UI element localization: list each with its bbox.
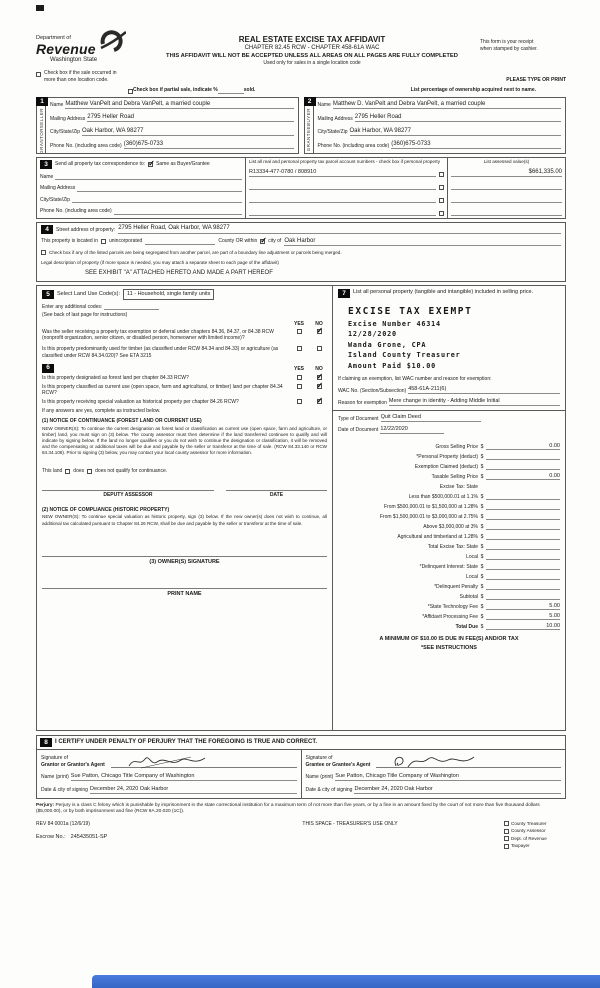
- affidavit-processing-fee-field[interactable]: [486, 613, 560, 620]
- question-forest-land: Is this property designated as forest land per chapter 84.33 RCW?: [42, 375, 189, 382]
- deferral-yes-checkbox[interactable]: [297, 329, 302, 334]
- grantee-agent-label: Grantee or Grantee's Agent: [305, 761, 371, 768]
- treasurer-space-label: THIS SPACE - TREASURER'S USE ONLY: [302, 820, 398, 827]
- taxable-selling-price-field[interactable]: [486, 473, 560, 480]
- rate-1-5m-to-3m-field[interactable]: [486, 519, 560, 520]
- parties-row: [36, 97, 566, 154]
- owners-signature-field[interactable]: [42, 547, 327, 557]
- row-agricultural-timberland: [338, 530, 560, 540]
- seller-side-strip: [37, 98, 46, 153]
- dollar-sign: $: [480, 603, 484, 610]
- legal-description-value: SEE EXHIBIT "A" ATTACHED HERETO AND MADE A PART HEREOF: [85, 269, 273, 276]
- money-label: From $500,000.01 to $1,500,000 at 1.28%: [384, 503, 478, 510]
- copy-county-treasurer-checkbox[interactable]: [504, 821, 509, 826]
- total-due-field[interactable]: [486, 623, 560, 630]
- personal-property-intro: List all personal property (tangible and intangible) included in selling price.: [353, 289, 534, 295]
- form-footer: [36, 821, 566, 851]
- buyer-address-field[interactable]: 2795 Heller Road: [355, 114, 561, 122]
- does-label: does: [73, 467, 85, 474]
- money-label: Total Due: [455, 623, 478, 630]
- print-name-block: [42, 579, 327, 597]
- current-use-yes-checkbox[interactable]: [297, 384, 302, 389]
- money-value: 10.00: [546, 622, 560, 629]
- grantor-agent-label: Grantor or Grantor's Agent: [41, 761, 105, 768]
- row-delinquent-interest-state: [338, 560, 560, 570]
- section-3-correspondence: [36, 157, 566, 219]
- section-7-personal-property: [333, 286, 565, 730]
- money-label: From $1,500,000.01 to $3,000,000 at 2.75%: [379, 513, 478, 520]
- money-label: Total Excise Tax: State: [427, 543, 478, 550]
- money-label: Above $3,000,000 at 3%: [423, 523, 478, 530]
- row-delinquent-interest-local: [338, 570, 560, 580]
- segregated-checkbox[interactable]: [41, 250, 46, 255]
- grantor-signature-block: [37, 750, 301, 798]
- dollar-sign: $: [480, 623, 484, 630]
- subtotal-field[interactable]: [486, 599, 560, 600]
- this-land-label: This land: [42, 467, 63, 474]
- form-title: REAL ESTATE EXCISE TAX AFFIDAVIT: [238, 35, 386, 44]
- send-correspondence-label: Send all property tax correspondence to:: [55, 160, 146, 167]
- notice-continuance-body: NEW OWNER(S): To continue the current designation as forest land or classification as current use (open space, farm and agriculture, or timber) land, you must sign on (3) below. The county assessor must then determine if the land transferred continues to qualify and will indicate by signing below. If the land no longer qualifies or you do not wish to continue the designation or classification, it will be removed and the compensating or additional taxes will be due and payable by the seller or transferor at the time of sale. (RCW 84.33.140 or RCW 84.34.108). Prior to signing (3) below, you may contact your local county assessor for more information.: [42, 425, 327, 455]
- buyer-phone-field[interactable]: (360)675-0733: [391, 141, 561, 149]
- section-1-seller: [36, 97, 299, 154]
- see-instructions-note: *SEE INSTRUCTIONS: [421, 644, 477, 651]
- dollar-sign: $: [480, 493, 484, 500]
- excise-local-field[interactable]: [486, 559, 560, 560]
- seller-address-label: Mailing Address: [50, 115, 86, 122]
- corr-phone-label: Phone No. (including area code): [40, 208, 112, 214]
- print-name-field[interactable]: [42, 579, 327, 589]
- grantee-signature-block: [301, 750, 566, 798]
- deputy-date-label: DATE: [269, 492, 284, 499]
- middle-two-columns: [36, 285, 566, 731]
- grantor-date-city-label: Date & city of signing: [41, 787, 88, 794]
- notice-compliance-title: (2) NOTICE OF COMPLIANCE (HISTORIC PROPERTY): [42, 506, 170, 513]
- corr-name-label: Name: [40, 173, 54, 180]
- land-use-code-value[interactable]: 11 - Household, single family units: [123, 289, 214, 300]
- deputy-assessor-label: DEPUTY ASSESSOR: [103, 492, 153, 499]
- agricultural-timberland-field[interactable]: [486, 539, 560, 540]
- does-not-label: does not qualify for continuance.: [95, 467, 168, 474]
- document-date-field[interactable]: 12/22/2020: [380, 426, 444, 434]
- row-delinquent-penalty: [338, 580, 560, 590]
- money-label: Agricultural and timberland at 1.28%: [397, 533, 478, 540]
- section-2-buyer: [304, 97, 567, 154]
- money-label: Exemption Claimed (deduct): [414, 463, 478, 470]
- dor-swoosh-icon: [100, 30, 126, 57]
- dollar-sign: $: [480, 453, 484, 460]
- dollar-sign: $: [480, 613, 484, 620]
- current-use-no-checkbox[interactable]: [317, 384, 322, 389]
- money-value: 0.00: [549, 472, 560, 479]
- row-exemption-claimed: [338, 460, 560, 470]
- section-6-badge: 6: [42, 364, 54, 373]
- row-affidavit-processing-fee: [338, 610, 560, 620]
- grantee-name-print-label: Name (print): [305, 774, 334, 781]
- buyer-side-label-1: BUYER: [306, 107, 311, 126]
- parcel-number-field-4[interactable]: [249, 215, 436, 216]
- money-label: Local: [466, 573, 478, 580]
- assessed-value-header: List assessed value(s): [483, 158, 530, 164]
- seller-name-field[interactable]: Matthew VanPelt and Debra VanPelt, a married couple: [65, 101, 293, 109]
- question-historic: Is this property receiving special valuation as historical property per chapter 84.26 RCW?: [42, 399, 239, 406]
- money-label: *Affidavit Processing Fee: [422, 613, 478, 620]
- money-label: Less than $500,000.01 at 1.1%: [408, 493, 478, 500]
- money-label: *Personal Property (deduct): [416, 453, 478, 460]
- doc-type-label: Type of Document: [338, 415, 379, 422]
- partial-sale-checkbox[interactable]: [128, 89, 133, 94]
- s5-yes-header: YES: [293, 320, 304, 327]
- row-total-due: [338, 620, 560, 630]
- section-3-badge: 3: [40, 160, 52, 169]
- section-7-badge: 7: [338, 289, 350, 298]
- buyer-csz-field[interactable]: Oak Harbor, WA 98277: [350, 128, 561, 136]
- grantee-date-city-label: Date & city of signing: [305, 787, 353, 794]
- multi-location-text-2: more than one location code.: [44, 76, 109, 83]
- parcel-number-field-1[interactable]: R13334-477-0780 / 808910: [249, 169, 436, 177]
- dor-logo: [36, 30, 144, 63]
- grantee-printed-name-field[interactable]: Sue Patton, Chicago Title Company of Washington: [335, 773, 561, 781]
- partial-sale-row: [36, 87, 566, 94]
- parcel-personal-property-checkbox-4[interactable]: [439, 211, 444, 216]
- seller-phone-field[interactable]: (360)675-0733: [124, 141, 294, 149]
- logo-washington-state: Washington State: [50, 57, 98, 63]
- dollar-sign: $: [480, 523, 484, 530]
- form-notice: THIS AFFIDAVIT WILL NOT BE ACCEPTED UNLESS ALL AREAS ON ALL PAGES ARE FULLY COMPLETED: [166, 53, 458, 59]
- question-current-use: Is this property classified as current use (open space, farm and agricultural, or timber) land per chapter 84.34 RCW?: [42, 383, 283, 397]
- buyer-side-label-2: GRANTEE: [306, 125, 311, 151]
- excise-tax-table: [338, 440, 560, 630]
- dollar-sign: $: [480, 563, 484, 570]
- money-label: *State Technology Fee: [427, 603, 478, 610]
- timber-yes-checkbox[interactable]: [297, 346, 302, 351]
- stamp-exempt-title: EXCISE TAX EXEMPT: [348, 306, 473, 317]
- form-header: [36, 30, 566, 66]
- county-field[interactable]: [145, 239, 215, 245]
- city-field[interactable]: Oak Harbor: [284, 238, 561, 246]
- copy-county-assessor-label: County Assessor: [511, 828, 546, 834]
- grantee-date-city-field[interactable]: December 24, 2020 Oak Harbor: [354, 786, 561, 794]
- seller-side-label-1: SELLER: [38, 107, 44, 128]
- logo-department-of: Department of: [36, 35, 71, 41]
- perjury-paragraph: [36, 803, 566, 816]
- reet-affidavit-form: [36, 30, 566, 851]
- corr-phone-field[interactable]: [114, 214, 242, 215]
- seller-phone-label: Phone No. (including area code): [50, 142, 122, 149]
- scan-artifact-mark: [36, 5, 44, 11]
- seller-csz-field[interactable]: Oak Harbor, WA 98277: [82, 128, 293, 136]
- receipt-line-2: when stamped by cashier.: [480, 45, 538, 52]
- dollar-sign: $: [480, 573, 484, 580]
- stamp-date: 12/28/2020: [348, 330, 397, 339]
- corr-address-label: Mailing Address: [40, 185, 76, 191]
- left-column: [37, 286, 333, 730]
- dollar-sign: $: [480, 463, 484, 470]
- receipt-line-1: This form is your receipt: [480, 39, 534, 45]
- stamp-treasurer-name: Wanda Grone, CPA: [348, 340, 427, 349]
- historic-yes-checkbox[interactable]: [297, 399, 302, 404]
- grantee-signature-ink: [386, 754, 478, 770]
- single-location-note: Used only for sales in a single location code: [263, 60, 361, 66]
- row-state-technology-fee: [338, 600, 560, 610]
- grantee-signature-field[interactable]: [376, 753, 562, 768]
- section-8-certification: [36, 735, 566, 799]
- state-technology-fee-field[interactable]: [486, 603, 560, 610]
- delinquent-interest-local-field[interactable]: [486, 579, 560, 580]
- section-7-divider: [333, 410, 565, 411]
- corr-name-field[interactable]: [55, 179, 242, 180]
- grantor-name-print-label: Name (print): [41, 774, 69, 781]
- corr-csz-field[interactable]: [72, 202, 242, 203]
- row-total-excise-state: [338, 540, 560, 550]
- stamp-amount-paid: Amount Paid $10.00: [348, 361, 437, 370]
- deputy-assessor-row: [42, 483, 327, 499]
- additional-codes-label: Enter any additional codes:: [42, 303, 103, 310]
- rate-under-500k-field[interactable]: [486, 499, 560, 500]
- escrow-number: 245435051-SP: [70, 834, 108, 841]
- title-block: [144, 30, 480, 66]
- copy-taxpayer-label: Taxpayer: [511, 843, 530, 849]
- notice-continuance-title: (1) NOTICE OF CONTINUANCE (FOREST LAND OR CURRENT USE): [42, 418, 202, 425]
- forest-yes-checkbox[interactable]: [297, 375, 302, 380]
- corr-address-field[interactable]: [77, 191, 242, 192]
- copy-dept-revenue-checkbox[interactable]: [504, 836, 509, 841]
- ownership-percentage-note: List percentage of ownership acquired next to name.: [410, 87, 536, 93]
- row-rate-1-5m-to-3m: [338, 510, 560, 520]
- land-does-checkbox[interactable]: [65, 469, 70, 474]
- historic-no-checkbox[interactable]: [317, 399, 322, 404]
- s6-yes-header: YES: [293, 365, 304, 372]
- money-label: Taxable Selling Price: [431, 473, 478, 480]
- row-rate-above-3m: [338, 520, 560, 530]
- escrow-label: Escrow No.:: [36, 834, 66, 841]
- row-gross-selling-price: [338, 440, 560, 450]
- section-2-badge: 2: [304, 97, 316, 106]
- copy-taxpayer-checkbox[interactable]: [504, 844, 509, 849]
- see-back-note: (See back of last page for instructions): [42, 312, 128, 319]
- same-as-buyer-checkbox[interactable]: [148, 162, 153, 167]
- row-subtotal: [338, 590, 560, 600]
- total-excise-state-field[interactable]: [486, 549, 560, 550]
- legal-description-label: Legal description of property (if more space is needed, you may attach a separate sheet to each page of the affidavit): [41, 259, 279, 265]
- delinquent-interest-state-field[interactable]: [486, 569, 560, 570]
- street-address-field[interactable]: 2795 Heller Road, Oak Harbor, WA 98277: [118, 225, 561, 233]
- personal-property-deduct-field[interactable]: [486, 459, 560, 460]
- money-value: 0.00: [549, 442, 560, 449]
- location-code-row: [36, 70, 566, 83]
- partial-sale-sold: sold.: [243, 87, 256, 93]
- row-excise-tax-state-header: [338, 480, 560, 490]
- delinquent-penalty-field[interactable]: [486, 589, 560, 590]
- grantor-signature-ink: [121, 754, 213, 770]
- parcel-personal-property-checkbox-3[interactable]: [439, 198, 444, 203]
- dollar-sign: $: [480, 513, 484, 520]
- section-4-property: [36, 222, 566, 283]
- minimum-due-note: A MINIMUM OF $10.00 IS DUE IN FEE(S) AND/OR TAX: [379, 635, 519, 642]
- owners-signature-label: (3) OWNER(S) SIGNATURE: [149, 558, 220, 565]
- money-value: 5.00: [549, 612, 560, 619]
- stamp-excise-number: Excise Number 46314: [348, 319, 441, 328]
- perjury-label: Perjury:: [36, 802, 55, 808]
- print-name-label: PRINT NAME: [167, 590, 202, 597]
- forest-no-checkbox[interactable]: [317, 375, 322, 380]
- seller-csz-label: City/State/Zip: [50, 129, 81, 136]
- parcel-personal-property-checkbox-1[interactable]: [439, 172, 444, 177]
- question-timber: Is this property predominantly used for timber (as classified under RCW 84.34 and 84.33) or agriculture (as classified under RCW 84.34.020)? See ETA 3215: [42, 346, 279, 359]
- county-or-within-label: County OR within: [218, 238, 258, 245]
- logo-revenue: Revenue: [36, 41, 96, 57]
- section-1-badge: 1: [36, 97, 48, 106]
- doc-date-label: Date of Document: [338, 427, 379, 434]
- copy-dept-revenue-label: Dept. of Revenue: [511, 835, 547, 841]
- document-type-field[interactable]: Quit Claim Deed: [381, 414, 481, 422]
- exemption-reason-field[interactable]: Mere change in identity - Adding Middle Initial: [389, 398, 560, 406]
- grantor-signature-field[interactable]: [111, 753, 297, 768]
- grantor-printed-name-field[interactable]: Sue Patton, Chicago Title Company of Washington: [71, 773, 297, 781]
- grantor-signature-of-label: Signature of: [41, 755, 68, 761]
- dollar-sign: $: [480, 443, 484, 450]
- land-use-label: Select Land Use Code(s):: [57, 291, 120, 297]
- buyer-csz-label: City/State/Zip: [317, 129, 348, 136]
- rate-500k-to-1-5m-field[interactable]: [486, 509, 560, 510]
- exemption-claimed-field[interactable]: [486, 469, 560, 470]
- deputy-assessor-signature-field[interactable]: [42, 483, 214, 491]
- rate-above-3m-field[interactable]: [486, 529, 560, 530]
- receipt-note: [480, 30, 566, 53]
- wac-number-field[interactable]: 458-61A-211(6): [408, 386, 560, 394]
- city-of-label: city of: [268, 238, 282, 245]
- buyer-name-label: Name: [317, 102, 331, 109]
- money-label: Gross Selling Price: [435, 443, 478, 450]
- partial-sale-percent-field[interactable]: [218, 93, 244, 94]
- additional-codes-field[interactable]: [104, 309, 159, 310]
- row-taxable-selling-price: [338, 470, 560, 480]
- perjury-body: Perjury is a class C felony which is punishable by imprisonment in the state correctional institution for a maximum term of not more than five years, or by a fine in an amount fixed by the court of not more than five thousand dollars ($5,000.00), or by both imprisonment and fine (RCW 9A.20.020 (1C)).: [36, 802, 540, 815]
- deferral-no-checkbox[interactable]: [317, 329, 322, 334]
- form-revision-number: REV 84 0001a (12/6/19): [36, 820, 90, 827]
- notice-compliance-body: NEW OWNER(S): To continue special valuation as historic property, sign (3) below. If the new owner(s) does not wish to continue, all additional tax calculated pursuant to Chapter 84.26 RCW, shall be due and payable by the seller or transferor at the time of sale.: [42, 514, 327, 526]
- multi-location-text-1: Check box if the sale occurred in: [44, 70, 117, 76]
- land-does-not-checkbox[interactable]: [87, 469, 92, 474]
- wac-label: WAC No. (Section/Subsection): [338, 387, 407, 394]
- certify-statement: I CERTIFY UNDER PENALTY OF PERJURY THAT THE FOREGOING IS TRUE AND CORRECT.: [55, 738, 318, 745]
- street-address-label: Street address of property:: [56, 227, 116, 233]
- dollar-sign: $: [480, 593, 484, 600]
- copy-county-assessor-checkbox[interactable]: [504, 829, 509, 834]
- s5-no-header: NO: [315, 320, 323, 327]
- section-8-badge: 8: [40, 738, 52, 747]
- partial-sale-label: Check box if partial sale, indicate %: [133, 87, 218, 93]
- segregated-label: Check box if any of the listed parcels are being segregated from another parcel, are part of a boundary line adjustment or parcels being merged.: [49, 249, 342, 255]
- money-label: *Delinquent Interest: State: [419, 563, 478, 570]
- gross-selling-price-field[interactable]: [486, 443, 560, 450]
- buyer-address-label: Mailing Address: [317, 115, 353, 122]
- dollar-sign: $: [480, 553, 484, 560]
- dollar-sign: $: [480, 533, 484, 540]
- parcel-personal-property-checkbox-2[interactable]: [439, 185, 444, 190]
- s6-no-header: NO: [315, 365, 323, 372]
- section-5-badge: 5: [42, 290, 54, 299]
- unincorporated-label: unincorporated: [108, 238, 143, 245]
- exemption-intro: If claiming an exemption, list WAC number and reason for exemption:: [338, 375, 492, 382]
- row-rate-500k-to-1-5m: [338, 500, 560, 510]
- buyer-name-field[interactable]: Matthew D. VanPelt and Debra VanPelt, a married couple: [333, 101, 561, 109]
- please-type-or-print: PLEASE TYPE OR PRINT: [506, 76, 566, 83]
- grantor-date-city-field[interactable]: December 24, 2020 Oak Harbor: [90, 786, 297, 794]
- located-in-label: This property is located in: [41, 238, 98, 245]
- dollar-sign: $: [480, 583, 484, 590]
- deputy-date-field[interactable]: [226, 483, 327, 491]
- row-personal-property-deduct: [338, 450, 560, 460]
- seller-side-label-2: GRANTOR: [38, 127, 44, 154]
- money-label: *Delinquent Penalty: [434, 583, 478, 590]
- excise-tax-exempt-stamp: [348, 306, 560, 370]
- reason-label: Reason for exemption: [338, 399, 387, 406]
- corr-csz-label: City/State/Zip: [40, 196, 71, 203]
- buyer-phone-label: Phone No. (including area code): [317, 142, 390, 149]
- distribution-copies: [504, 821, 566, 851]
- same-as-buyer-label: Same as Buyer/Grantee: [156, 160, 210, 167]
- unincorporated-checkbox[interactable]: [101, 239, 106, 244]
- money-label: Subtotal: [459, 593, 478, 600]
- stamp-treasurer-office: Island County Treasurer: [348, 351, 461, 360]
- background-window-titlebar[interactable]: [92, 975, 600, 988]
- seller-name-label: Name: [50, 102, 64, 109]
- grantee-signature-of-label: Signature of: [305, 755, 333, 761]
- multi-location-checkbox[interactable]: [36, 72, 41, 77]
- city-checkbox[interactable]: [260, 239, 265, 244]
- assessed-value-field-1[interactable]: $661,335.00: [451, 169, 562, 177]
- parcel-numbers-header: List all real and personal property tax parcel account numbers - check box if personal property: [249, 158, 440, 164]
- excise-tax-state-header: Excise Tax: State: [439, 483, 478, 490]
- form-chapter: CHAPTER 82.45 RCW - CHAPTER 458-61A WAC: [244, 45, 380, 51]
- buyer-side-strip: [305, 98, 314, 153]
- row-rate-under-500k: [338, 490, 560, 500]
- dollar-sign: $: [480, 473, 484, 480]
- timber-no-checkbox[interactable]: [317, 346, 322, 351]
- section-4-badge: 4: [41, 225, 53, 234]
- owners-signature-block: [42, 547, 327, 565]
- if-yes-note: If any answers are yes, complete as instructed below.: [42, 407, 161, 414]
- money-label: Local: [466, 553, 478, 560]
- money-value: 5.00: [549, 602, 560, 609]
- row-excise-local: [338, 550, 560, 560]
- dollar-sign: $: [480, 543, 484, 550]
- question-deferral: Was the seller receiving a property tax exemption or deferral under chapters 84.36, 84.37, or 84.38 RCW (nonprofit organization, senior citizen, or disabled person, homeowner with limited income)?: [42, 328, 274, 342]
- seller-address-field[interactable]: 2795 Heller Road: [87, 114, 293, 122]
- assessed-value-field-4[interactable]: [451, 215, 562, 216]
- dollar-sign: $: [480, 503, 484, 510]
- copy-county-treasurer-label: County Treasurer: [511, 820, 547, 826]
